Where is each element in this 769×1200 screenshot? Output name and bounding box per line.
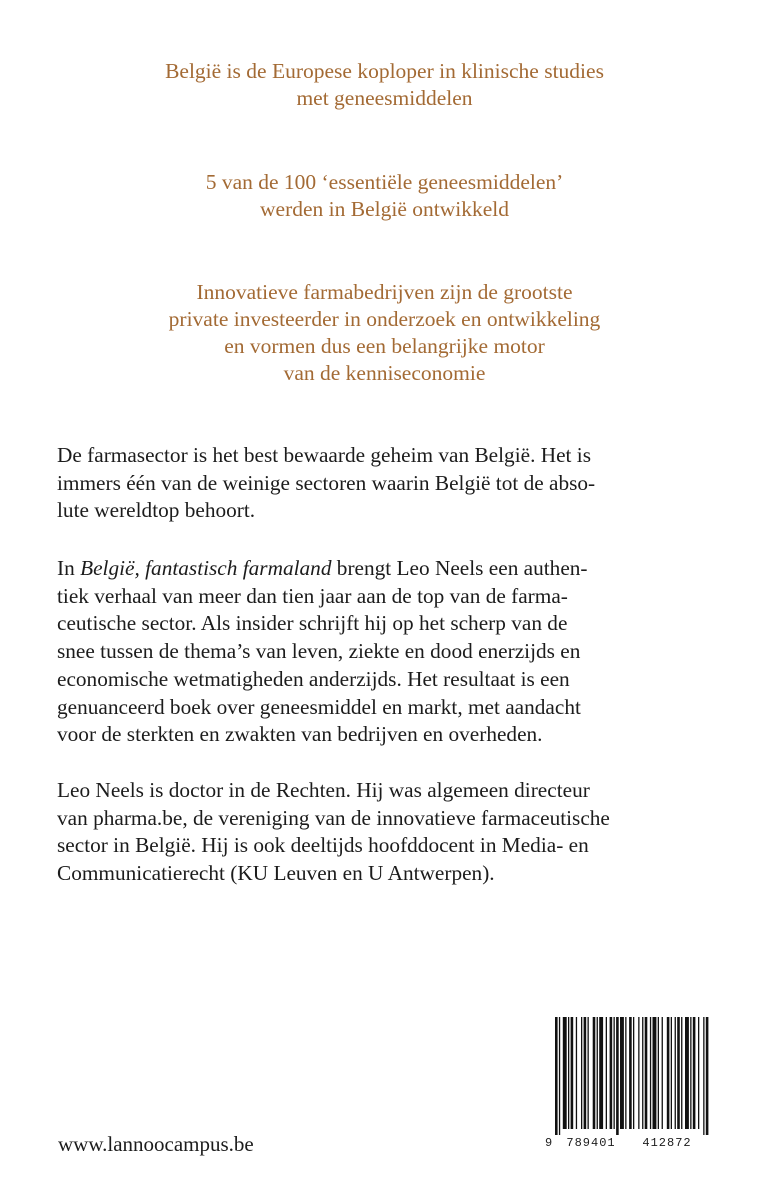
paragraph-author	[57, 777, 717, 888]
barcode-bar	[675, 1017, 676, 1129]
tagline-2-line-2: werden in België ontwikkeld	[260, 197, 509, 221]
tagline-1-line-2: met geneesmiddelen	[296, 86, 473, 110]
paragraph-line: immers één van de weinige sectoren waarin België tot de abso-	[57, 470, 596, 495]
barcode-bar	[555, 1017, 558, 1135]
paragraph-line: De farmasector is het best bewaarde geheim van België. Het is	[57, 443, 591, 467]
paragraph-line: Leo Neels is doctor in de Rechten. Hij was algemeen directeur	[57, 778, 590, 802]
barcode-bar	[610, 1017, 613, 1129]
barcode-bar	[693, 1017, 696, 1129]
barcode-bar	[653, 1017, 657, 1129]
paragraph-line: economische wetmatigheden anderzijds. Het resultaat is een	[57, 666, 570, 691]
barcode-bar	[645, 1017, 648, 1129]
isbn-barcode	[541, 1015, 718, 1150]
barcode-digit-lead: 9	[545, 1136, 553, 1150]
barcode-bar	[698, 1017, 699, 1129]
barcode-bar	[638, 1017, 639, 1129]
barcode-bar	[576, 1017, 577, 1129]
paragraph-line: tiek verhaal van meer dan tien jaar aan de top van de farma-	[57, 583, 568, 608]
barcode-bar	[563, 1017, 567, 1129]
barcode-bar	[642, 1017, 643, 1129]
paragraph-line: snee tussen de thema’s van leven, ziekte en dood enerzijds en	[57, 639, 581, 664]
paragraph-line	[57, 555, 717, 583]
barcode-bar	[620, 1017, 624, 1129]
barcode-bar	[650, 1017, 651, 1129]
paragraph-line: ceutische sector. Als insider schrijft hij op het scherp van de	[57, 611, 568, 636]
tagline-2-line-1: 5 van de 100 ‘essentiële geneesmiddelen’	[205, 170, 564, 194]
tagline-3-line-1: Innovatieve farmabedrijven zijn de grootste	[196, 280, 573, 304]
barcode-bar	[571, 1017, 574, 1129]
barcode-bar	[658, 1017, 659, 1129]
barcode-bar	[593, 1017, 596, 1129]
barcode-bar	[625, 1017, 626, 1129]
barcode-bar	[633, 1017, 634, 1129]
barcode-bar	[690, 1017, 691, 1129]
barcode-bar	[671, 1017, 672, 1129]
tagline-3-line-3: en vormen dus een belangrijke motor	[224, 334, 545, 358]
barcode-bar	[568, 1017, 569, 1129]
barcode-bar	[584, 1017, 587, 1129]
tagline-3	[0, 279, 769, 387]
tagline-2	[0, 169, 769, 223]
paragraph-intro	[57, 442, 717, 525]
barcode-bar	[597, 1017, 598, 1129]
barcode-bar	[606, 1017, 607, 1129]
barcode-bar	[681, 1017, 682, 1129]
barcode-bar	[616, 1017, 619, 1135]
barcode-digits-right: 412872	[642, 1136, 692, 1150]
barcode-bar	[667, 1017, 670, 1129]
paragraph-text: brengt Leo Neels een authen-	[331, 556, 588, 580]
tagline-3-line-2: private investeerder in onderzoek en ontwikkeling	[168, 307, 601, 331]
paragraph-line: genuanceerd boek over geneesmiddel en markt, met aandacht	[57, 694, 581, 719]
publisher-website[interactable]: www.lannoocampus.be	[58, 1132, 254, 1156]
book-title: België, fantastisch farmaland	[80, 556, 332, 580]
paragraph-line: van pharma.be, de vereniging van de innovatieve farmaceutische	[57, 805, 610, 830]
tagline-3-line-4: van de kenniseconomie	[283, 361, 486, 385]
barcode-bar	[629, 1017, 632, 1129]
barcode-bar	[677, 1017, 680, 1129]
barcode-bar	[614, 1017, 615, 1129]
paragraph-line: Communicatierecht (KU Leuven en U Antwerpen).	[57, 861, 495, 886]
barcode-bar	[559, 1017, 560, 1135]
barcode-bar	[685, 1017, 689, 1129]
barcode-bar	[703, 1017, 704, 1135]
barcode-bar	[662, 1017, 663, 1129]
barcode-digits-left: 789401	[566, 1136, 616, 1150]
barcode-bar	[706, 1017, 709, 1135]
barcode-bar	[588, 1017, 589, 1129]
paragraph-book	[57, 555, 717, 749]
paragraph-line: sector in België. Hij is ook deeltijds hoofddocent in Media- en	[57, 833, 589, 858]
paragraph-text: In	[57, 556, 81, 580]
paragraph-line: lute wereldtop behoort.	[57, 498, 256, 523]
paragraph-line: voor de sterkten en zwakten van bedrijven en overheden.	[57, 722, 543, 747]
barcode-bar	[581, 1017, 582, 1129]
tagline-1-line-1: België is de Europese koploper in klinische studies	[165, 59, 604, 83]
barcode-bar	[599, 1017, 603, 1129]
tagline-1	[0, 58, 769, 112]
